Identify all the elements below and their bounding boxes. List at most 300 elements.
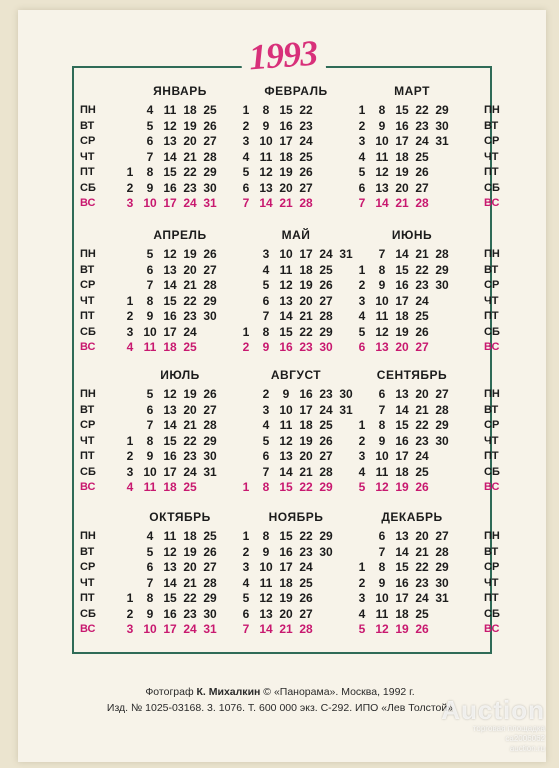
sunday-date: 27 bbox=[415, 340, 429, 354]
day-date: 25 bbox=[415, 464, 429, 479]
day-date: 26 bbox=[203, 247, 217, 261]
day-date: 8 bbox=[378, 560, 386, 574]
day-date: 5 bbox=[358, 324, 366, 339]
day-date bbox=[120, 263, 140, 279]
day-date: 10 bbox=[143, 464, 157, 479]
auction-watermark bbox=[441, 696, 545, 754]
day-date: 21 bbox=[183, 149, 197, 164]
day-date: 13 bbox=[279, 293, 293, 308]
day-date: 2 bbox=[242, 544, 250, 559]
day-date: 14 bbox=[163, 418, 177, 432]
day-date: 16 bbox=[163, 309, 177, 323]
day-date: 9 bbox=[378, 118, 386, 133]
sunday-date: 4 bbox=[126, 340, 134, 354]
day-date: 23 bbox=[319, 387, 333, 401]
sunday-date: 5 bbox=[358, 480, 366, 494]
day-date: 4 bbox=[262, 418, 270, 432]
weekday-label: ЧТ bbox=[80, 294, 95, 307]
day-date: 21 bbox=[183, 575, 197, 590]
month-days bbox=[352, 103, 472, 212]
empty-cell bbox=[452, 103, 472, 119]
month-block bbox=[352, 82, 472, 212]
day-date: 2 bbox=[242, 118, 250, 133]
day-date: 15 bbox=[163, 293, 177, 308]
empty-cell bbox=[316, 150, 336, 166]
day-date: 19 bbox=[183, 118, 197, 133]
day-date: 9 bbox=[262, 544, 270, 559]
day-date: 1 bbox=[126, 591, 134, 605]
day-date: 2 bbox=[358, 433, 366, 448]
empty-cell bbox=[452, 340, 472, 356]
sunday-date: 14 bbox=[375, 196, 389, 210]
day-date: 29 bbox=[435, 103, 449, 117]
day-date: 5 bbox=[358, 165, 366, 179]
day-date: 17 bbox=[279, 134, 293, 148]
day-date: 10 bbox=[375, 591, 389, 605]
day-date: 24 bbox=[415, 293, 429, 308]
sunday-date: 31 bbox=[203, 622, 217, 636]
weekday-label: СБ bbox=[80, 325, 96, 338]
day-date: 8 bbox=[378, 262, 386, 277]
sunday-date: 12 bbox=[375, 480, 389, 494]
sunday-date: 24 bbox=[183, 622, 197, 636]
day-date: 15 bbox=[395, 418, 409, 432]
weekday-label: ЧТ bbox=[484, 576, 499, 589]
day-date bbox=[352, 529, 372, 545]
day-date: 10 bbox=[375, 449, 389, 463]
day-date: 23 bbox=[415, 575, 429, 590]
day-date: 30 bbox=[319, 544, 333, 559]
day-date: 14 bbox=[395, 247, 409, 261]
day-date: 18 bbox=[279, 149, 293, 164]
weekday-column-left-4 bbox=[80, 529, 110, 638]
weekday-label: ЧТ bbox=[484, 294, 499, 307]
day-date: 24 bbox=[415, 591, 429, 605]
day-date bbox=[120, 576, 140, 592]
sunday-date: 10 bbox=[143, 622, 157, 636]
day-date bbox=[352, 403, 372, 419]
day-date: 2 bbox=[126, 309, 134, 323]
day-date: 18 bbox=[299, 418, 313, 432]
sunday-date: 12 bbox=[375, 622, 389, 636]
day-date: 23 bbox=[183, 309, 197, 323]
day-date: 29 bbox=[203, 293, 217, 308]
day-date: 22 bbox=[415, 262, 429, 277]
footer-publisher: © «Панорама». Москва, 1992 г. bbox=[260, 686, 415, 698]
day-date: 29 bbox=[435, 418, 449, 432]
day-date bbox=[120, 529, 140, 545]
day-date: 4 bbox=[358, 309, 366, 323]
day-date: 6 bbox=[146, 134, 154, 148]
sunday-date: 5 bbox=[358, 622, 366, 636]
day-date: 10 bbox=[375, 134, 389, 148]
month-name: СЕНТЯБРЬ bbox=[376, 368, 448, 382]
day-date: 13 bbox=[163, 560, 177, 574]
day-date: 19 bbox=[299, 278, 313, 292]
day-date: 16 bbox=[163, 449, 177, 463]
month-block bbox=[236, 82, 356, 212]
month-name: ФЕВРАЛЬ bbox=[264, 84, 328, 98]
day-date: 14 bbox=[279, 309, 293, 323]
day-date: 13 bbox=[279, 449, 293, 463]
empty-cell bbox=[452, 607, 472, 623]
day-date: 29 bbox=[435, 560, 449, 574]
day-date: 1 bbox=[242, 324, 250, 339]
day-date: 31 bbox=[339, 247, 353, 261]
day-date bbox=[352, 247, 372, 263]
sunday-date: 21 bbox=[279, 622, 293, 636]
day-date: 12 bbox=[163, 118, 177, 133]
month-name: ДЕКАБРЬ bbox=[381, 510, 443, 524]
day-date: 23 bbox=[299, 118, 313, 133]
year-title: 1993 bbox=[240, 31, 327, 79]
day-date: 3 bbox=[358, 591, 366, 605]
sunday-date: 20 bbox=[395, 340, 409, 354]
month-days bbox=[352, 247, 472, 356]
sunday-date: 19 bbox=[395, 480, 409, 494]
day-date: 13 bbox=[395, 387, 409, 401]
day-date: 27 bbox=[435, 387, 449, 401]
day-date: 28 bbox=[203, 278, 217, 292]
day-date: 21 bbox=[299, 309, 313, 323]
day-date bbox=[200, 325, 220, 341]
day-date: 22 bbox=[183, 165, 197, 179]
sunday-date: 17 bbox=[163, 196, 177, 210]
weekday-label: ПТ bbox=[80, 450, 95, 462]
day-date: 23 bbox=[415, 433, 429, 448]
month-days bbox=[236, 247, 356, 356]
day-date: 31 bbox=[203, 464, 217, 479]
day-date: 29 bbox=[203, 165, 217, 179]
day-date: 18 bbox=[395, 149, 409, 164]
day-date: 22 bbox=[299, 529, 313, 543]
day-date: 27 bbox=[299, 606, 313, 621]
day-date: 26 bbox=[299, 591, 313, 605]
day-date: 12 bbox=[259, 591, 273, 605]
weekday-label: ПН bbox=[80, 104, 96, 116]
month-name: ИЮНЬ bbox=[391, 228, 433, 242]
day-date: 19 bbox=[279, 591, 293, 605]
day-date: 31 bbox=[339, 402, 353, 417]
day-date bbox=[432, 294, 452, 310]
month-days bbox=[120, 387, 240, 496]
day-date: 21 bbox=[415, 247, 429, 261]
weekday-label: ВТ bbox=[484, 403, 499, 416]
weekday-label: СР bbox=[80, 419, 96, 431]
empty-cell bbox=[452, 449, 472, 465]
sunday-date bbox=[432, 480, 452, 496]
day-date: 10 bbox=[279, 402, 293, 417]
sunday-date: 26 bbox=[415, 480, 429, 494]
sunday-date: 9 bbox=[262, 340, 270, 354]
day-date: 14 bbox=[163, 278, 177, 292]
day-date: 11 bbox=[279, 418, 293, 432]
sunday-date: 28 bbox=[415, 196, 429, 210]
weekday-label: СР bbox=[80, 561, 96, 573]
weekday-label: ПТ bbox=[484, 450, 499, 462]
weekday-label: ПН bbox=[484, 104, 500, 116]
day-date: 15 bbox=[163, 433, 177, 448]
empty-cell bbox=[452, 181, 472, 197]
empty-cell bbox=[452, 403, 472, 419]
weekday-label: ЧТ bbox=[484, 434, 499, 447]
weekday-label: ВС bbox=[484, 197, 500, 209]
day-date: 26 bbox=[203, 118, 217, 133]
month-name: ИЮЛЬ bbox=[160, 368, 200, 382]
day-date: 3 bbox=[262, 402, 270, 417]
day-date: 7 bbox=[378, 402, 386, 417]
sunday-date: 11 bbox=[143, 480, 157, 494]
day-date: 2 bbox=[262, 387, 270, 401]
day-date bbox=[236, 263, 256, 279]
weekday-label: СР bbox=[80, 279, 96, 291]
empty-cell bbox=[452, 309, 472, 325]
day-date: 7 bbox=[378, 544, 386, 559]
month-days bbox=[352, 387, 472, 496]
day-date: 29 bbox=[203, 433, 217, 448]
day-date bbox=[120, 403, 140, 419]
day-date: 24 bbox=[319, 402, 333, 417]
day-date bbox=[236, 465, 256, 481]
day-date: 18 bbox=[279, 575, 293, 590]
weekday-label: СР bbox=[484, 135, 500, 147]
day-date: 11 bbox=[259, 575, 273, 590]
day-date: 27 bbox=[319, 449, 333, 463]
day-date: 16 bbox=[395, 575, 409, 590]
weekday-label: СБ bbox=[80, 607, 96, 620]
weekday-label: ПН bbox=[484, 388, 500, 400]
weekday-label: СР bbox=[484, 279, 500, 291]
day-date bbox=[236, 294, 256, 310]
day-date: 25 bbox=[319, 262, 333, 277]
sunday-date: 14 bbox=[259, 622, 273, 636]
day-date: 15 bbox=[279, 103, 293, 117]
month-days bbox=[236, 387, 356, 496]
sunday-date: 3 bbox=[126, 622, 134, 636]
weekday-label: ПН bbox=[484, 530, 500, 542]
day-date: 17 bbox=[299, 247, 313, 261]
day-date: 11 bbox=[375, 464, 389, 479]
day-date: 27 bbox=[415, 180, 429, 195]
day-date: 1 bbox=[358, 418, 366, 432]
day-date bbox=[432, 165, 452, 181]
day-date: 8 bbox=[146, 591, 154, 605]
weekday-label: ПН bbox=[484, 248, 500, 260]
day-date: 6 bbox=[378, 529, 386, 543]
day-date: 16 bbox=[279, 118, 293, 133]
day-date: 25 bbox=[415, 606, 429, 621]
day-date: 20 bbox=[299, 293, 313, 308]
month-block bbox=[352, 366, 472, 496]
day-date: 15 bbox=[279, 529, 293, 543]
day-date: 30 bbox=[203, 449, 217, 463]
month-name: АПРЕЛЬ bbox=[153, 228, 207, 242]
day-date: 23 bbox=[183, 180, 197, 195]
day-date: 8 bbox=[146, 293, 154, 308]
empty-cell bbox=[452, 465, 472, 481]
weekday-label: СР bbox=[484, 561, 500, 573]
sunday-date bbox=[316, 622, 336, 638]
weekday-label: СБ bbox=[80, 181, 96, 194]
day-date: 18 bbox=[299, 262, 313, 277]
day-date bbox=[236, 278, 256, 294]
day-date: 15 bbox=[395, 262, 409, 277]
month-block bbox=[236, 366, 356, 496]
weekday-label: ЧТ bbox=[80, 434, 95, 447]
sunday-date: 28 bbox=[299, 622, 313, 636]
day-date bbox=[316, 607, 336, 623]
month-name: НОЯБРЬ bbox=[268, 510, 324, 524]
day-date: 19 bbox=[299, 433, 313, 448]
sunday-date: 25 bbox=[183, 340, 197, 354]
weekday-label: ВС bbox=[80, 623, 96, 635]
day-date: 23 bbox=[415, 278, 429, 292]
day-date: 13 bbox=[163, 134, 177, 148]
sunday-date: 13 bbox=[375, 340, 389, 354]
day-date: 30 bbox=[435, 433, 449, 448]
month-days bbox=[236, 529, 356, 638]
day-date: 8 bbox=[262, 324, 270, 339]
day-date bbox=[236, 247, 256, 263]
day-date bbox=[352, 545, 372, 561]
day-date: 10 bbox=[143, 324, 157, 339]
day-date: 11 bbox=[375, 606, 389, 621]
weekday-label: ВС bbox=[484, 341, 500, 353]
day-date: 28 bbox=[435, 247, 449, 261]
day-date: 25 bbox=[203, 529, 217, 543]
sunday-date: 15 bbox=[279, 480, 293, 494]
day-date: 14 bbox=[395, 544, 409, 559]
day-date: 13 bbox=[259, 180, 273, 195]
sunday-date: 26 bbox=[415, 622, 429, 636]
day-date: 7 bbox=[146, 278, 154, 292]
weekday-label: ЧТ bbox=[484, 150, 499, 163]
day-date bbox=[120, 119, 140, 135]
day-date: 20 bbox=[415, 529, 429, 543]
empty-cell bbox=[452, 622, 472, 638]
day-date: 31 bbox=[435, 591, 449, 605]
day-date: 9 bbox=[378, 433, 386, 448]
day-date: 17 bbox=[395, 591, 409, 605]
day-date: 20 bbox=[183, 262, 197, 277]
day-date: 9 bbox=[146, 309, 154, 323]
day-date: 28 bbox=[435, 544, 449, 559]
day-date: 11 bbox=[259, 149, 273, 164]
day-date: 13 bbox=[163, 402, 177, 417]
sunday-date bbox=[200, 340, 220, 356]
day-date bbox=[432, 325, 452, 341]
day-date: 1 bbox=[242, 529, 250, 543]
weekday-label: СР bbox=[484, 419, 500, 431]
day-date: 3 bbox=[262, 247, 270, 261]
sunday-date: 21 bbox=[279, 196, 293, 210]
day-date: 28 bbox=[203, 575, 217, 590]
weekday-label: ВТ bbox=[80, 263, 95, 276]
day-date: 7 bbox=[146, 149, 154, 164]
empty-cell bbox=[316, 181, 336, 197]
empty-cell bbox=[452, 150, 472, 166]
weekday-label: СБ bbox=[484, 325, 500, 338]
day-date bbox=[316, 576, 336, 592]
day-date: 16 bbox=[395, 433, 409, 448]
sunday-date: 16 bbox=[279, 340, 293, 354]
weekday-label: ВС bbox=[80, 197, 96, 209]
day-date bbox=[432, 607, 452, 623]
day-date: 4 bbox=[358, 606, 366, 621]
month-block bbox=[352, 226, 472, 356]
day-date: 30 bbox=[435, 118, 449, 133]
day-date: 31 bbox=[435, 134, 449, 148]
empty-cell bbox=[316, 196, 336, 212]
day-date bbox=[236, 309, 256, 325]
day-date: 20 bbox=[395, 180, 409, 195]
day-date: 3 bbox=[242, 134, 250, 148]
day-date: 25 bbox=[415, 149, 429, 164]
sunday-date: 29 bbox=[319, 480, 333, 494]
day-date: 6 bbox=[242, 180, 250, 195]
sunday-date: 7 bbox=[358, 196, 366, 210]
day-date: 4 bbox=[358, 464, 366, 479]
weekday-column-right-2 bbox=[484, 247, 514, 356]
month-block bbox=[236, 508, 356, 638]
day-date: 14 bbox=[395, 402, 409, 417]
day-date bbox=[120, 278, 140, 294]
day-date bbox=[120, 560, 140, 576]
empty-cell bbox=[316, 134, 336, 150]
day-date: 24 bbox=[183, 464, 197, 479]
sunday-date: 24 bbox=[183, 196, 197, 210]
weekday-column-right-1 bbox=[484, 103, 514, 212]
day-date: 27 bbox=[319, 293, 333, 308]
day-date: 18 bbox=[395, 606, 409, 621]
weekday-label: ПТ bbox=[484, 310, 499, 322]
day-date: 7 bbox=[378, 247, 386, 261]
month-block bbox=[120, 508, 240, 638]
day-date bbox=[236, 434, 256, 450]
month-days bbox=[120, 247, 240, 356]
day-date: 24 bbox=[415, 134, 429, 148]
day-date: 6 bbox=[146, 262, 154, 277]
day-date: 6 bbox=[146, 560, 154, 574]
sunday-date: 28 bbox=[299, 196, 313, 210]
day-date: 17 bbox=[163, 464, 177, 479]
day-date: 19 bbox=[395, 324, 409, 339]
day-date: 22 bbox=[183, 591, 197, 605]
day-date: 12 bbox=[279, 433, 293, 448]
weekday-label: ПТ bbox=[484, 166, 499, 178]
empty-cell bbox=[452, 387, 472, 403]
empty-cell bbox=[452, 325, 472, 341]
sunday-date: 21 bbox=[395, 196, 409, 210]
day-date: 2 bbox=[126, 606, 134, 621]
day-date: 20 bbox=[415, 387, 429, 401]
day-date: 11 bbox=[375, 149, 389, 164]
day-date: 9 bbox=[146, 449, 154, 463]
day-date: 7 bbox=[262, 464, 270, 479]
day-date: 28 bbox=[203, 149, 217, 164]
day-date: 5 bbox=[262, 278, 270, 292]
day-date: 23 bbox=[415, 118, 429, 133]
day-date: 24 bbox=[415, 449, 429, 463]
sunday-date bbox=[432, 340, 452, 356]
weekday-label: ПН bbox=[80, 530, 96, 542]
weekday-label: СР bbox=[80, 135, 96, 147]
day-date: 5 bbox=[146, 387, 154, 401]
weekday-label: ЧТ bbox=[80, 150, 95, 163]
day-date: 20 bbox=[183, 134, 197, 148]
day-date: 21 bbox=[299, 464, 313, 479]
day-date: 8 bbox=[262, 529, 270, 543]
